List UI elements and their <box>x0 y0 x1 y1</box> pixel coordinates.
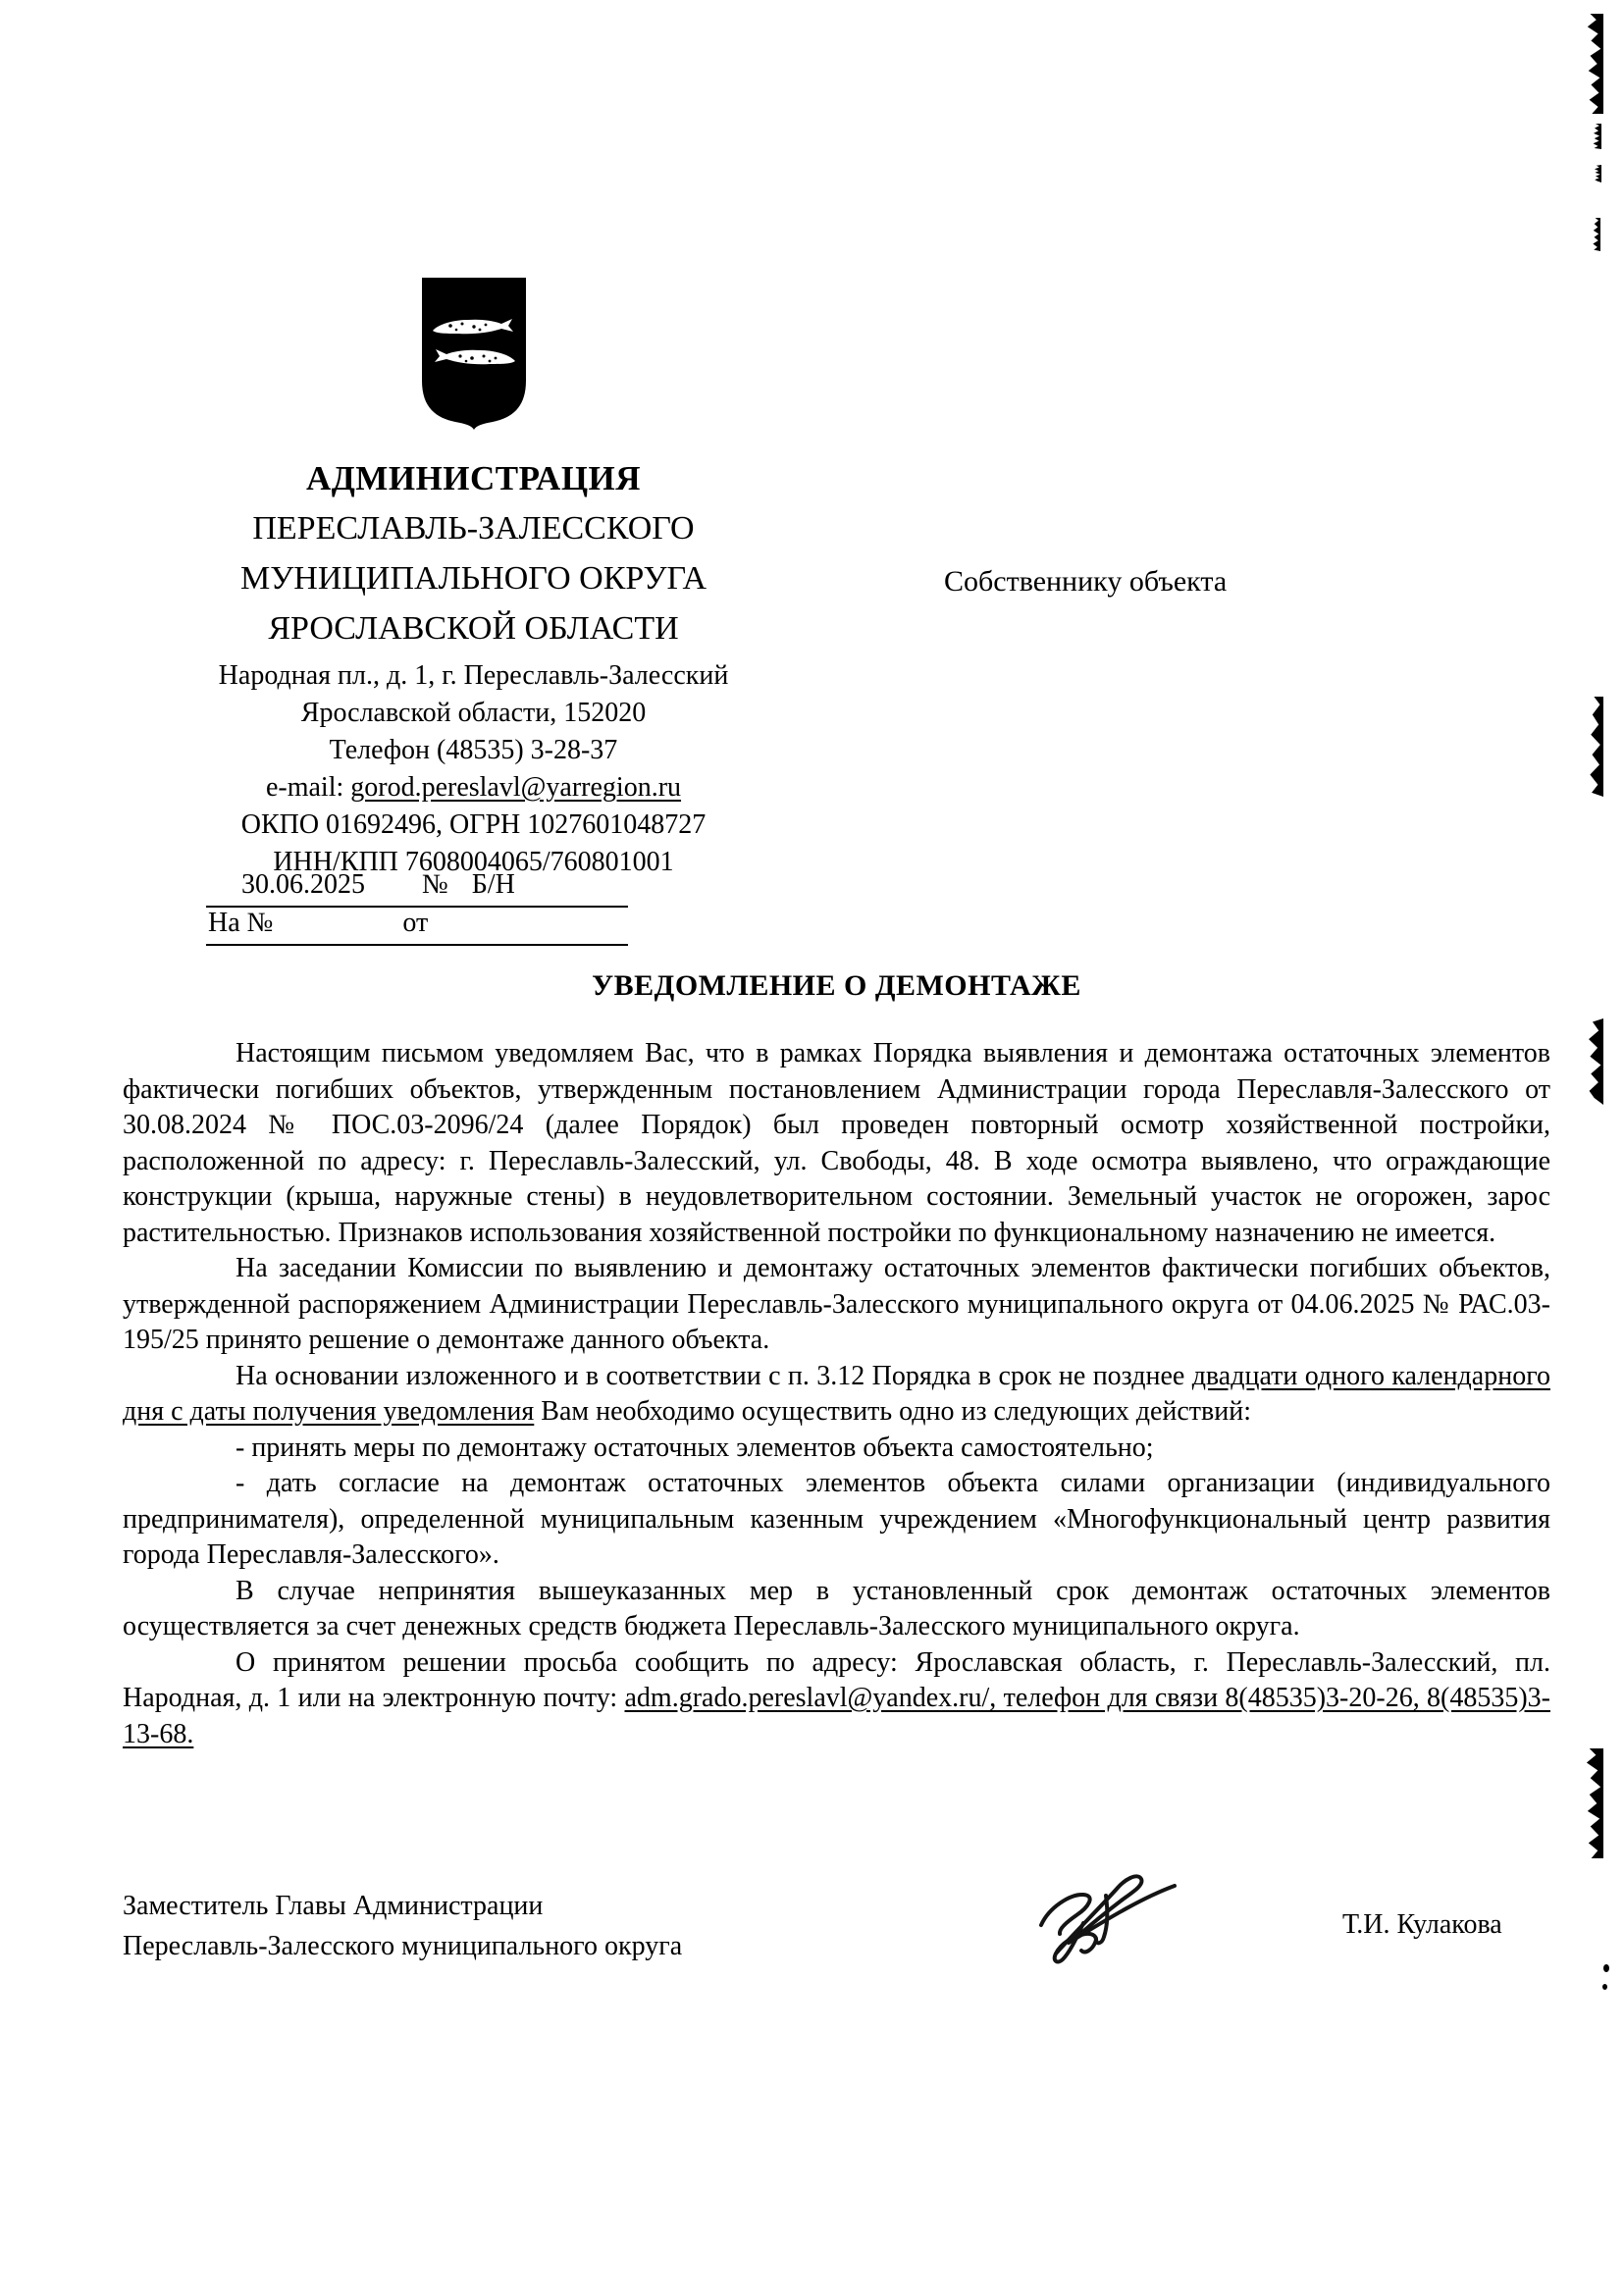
body-paragraph: На заседании Комиссии по выявлению и демонтажу остаточных элементов фактически погибших объектов, утвержденной распоряжением Администрации Переславль-Залесского муниципального округа от 04.06.2025 № РАС.03-195/25 принято решение о демонтаже данного объекта. <box>123 1253 1550 1355</box>
signer-name: Т.И. Кулакова <box>1342 1909 1502 1940</box>
signature-scribble-icon <box>1027 1864 1179 1972</box>
signer-position-line2: Переславль-Залесского муниципального округа <box>123 1931 683 1961</box>
coat-of-arms-icon <box>417 275 531 430</box>
scan-artifact <box>1592 218 1600 251</box>
scan-artifact <box>1603 1964 1609 1972</box>
scan-artifact <box>1586 14 1603 114</box>
org-name-line3: МУНИЦИПАЛЬНОГО ОКРУГА <box>239 560 707 597</box>
scan-artifact <box>1587 1018 1603 1105</box>
document-title: УВЕДОМЛЕНИЕ О ДЕМОНТАЖЕ <box>592 969 1081 1002</box>
reference-row-outgoing <box>206 869 628 908</box>
outgoing-date: 30.06.2025 <box>241 869 365 900</box>
outgoing-number: Б/Н <box>471 869 515 900</box>
org-email-line <box>147 769 800 807</box>
document-body <box>123 1036 1550 1752</box>
body-paragraph: О принятом решении просьба сообщить по адресу: Ярославская область, г. Переславль-Залесский, пл. Народная, д. 1 или на электронную почту: adm.grado.pereslavl@yandex.ru/, телефон для связи 8(48535)3-20-26, 8(48535)3-13-68. <box>123 1646 1550 1749</box>
reference-row-incoming <box>206 908 628 946</box>
org-name-line4: ЯРОСЛАВСКОЙ ОБЛАСТИ <box>268 610 679 647</box>
scan-artifact <box>1585 1748 1603 1858</box>
body-paragraph: - принять меры по демонтажу остаточных элементов объекта самостоятельно; <box>236 1432 1154 1463</box>
org-inn-kpp: ИНН/КПП 7608004065/760801001 <box>273 847 674 877</box>
org-phone: Телефон (48535) 3-28-37 <box>329 735 618 765</box>
reference-block <box>206 869 628 946</box>
signer-position-line1: Заместитель Главы Администрации <box>123 1891 544 1921</box>
number-sign: № <box>422 869 448 900</box>
org-email-label: e-mail: <box>265 772 351 803</box>
org-okpo-ogrn: ОКПО 01692496, ОГРН 1027601048727 <box>240 809 707 840</box>
scan-artifact <box>1592 124 1601 149</box>
signer-position <box>123 1886 1550 1966</box>
body-paragraph: На основании изложенного и в соответствии с п. 3.12 Порядка в срок не позднее двадцати одного календарного дня с даты получения уведомления Вам необходимо осуществить одно из следующих действий: <box>123 1360 1550 1427</box>
org-name-line1: АДМИНИСТРАЦИЯ <box>305 459 642 497</box>
signature-block <box>123 1886 1550 1966</box>
incoming-label: На № <box>208 908 274 938</box>
body-paragraph: В случае непринятия вышеуказанных мер в установленный срок демонтаж остаточных элементов осуществляется за счет денежных средств бюджета Переславль-Залесского муниципального округа. <box>123 1575 1550 1641</box>
scan-artifact <box>1588 697 1603 797</box>
body-paragraph: Настоящим письмом уведомляем Вас, что в рамках Порядка выявления и демонтажа остаточных элементов фактически погибших объектов, утвержденным постановлением Администрации города Переславля-Залесского от 30.08.2024 № ПОС.03-2096/24 (далее Порядок) был проведен повторный осмотр хозяйственной постройки, расположенной по адресу: г. Переславль-Залесский, ул. Свободы, 48. В ходе осмотра выявлено, что ограждающие конструкции (крыша, наружные стены) в неудовлетворительном состоянии. Земельный участок не огорожен, зарос растительностью. Признаков использования хозяйственной постройки по функциональному назначению не имеется. <box>123 1038 1550 1248</box>
scan-artifact <box>1602 1984 1607 1990</box>
letterhead <box>147 275 800 881</box>
org-address-line2: Ярославской области, 152020 <box>300 698 647 728</box>
org-address-line1: Народная пл., д. 1, г. Переславль-Залесский <box>218 660 729 691</box>
org-contacts <box>147 657 800 881</box>
org-email: gorod.pereslavl@yarregion.ru <box>350 772 682 803</box>
scan-artifact <box>1594 165 1601 182</box>
addressee: Собственнику объекта <box>944 565 1228 598</box>
body-paragraph: - дать согласие на демонтаж остаточных элементов объекта силами организации (индивидуального предпринимателя), определенной муниципальным казенным учреждением «Многофункциональный центр развития города Переславля-Залесского». <box>123 1468 1550 1570</box>
org-name-line2: ПЕРЕСЛАВЛЬ-ЗАЛЕССКОГО <box>252 510 695 547</box>
incoming-from-label: от <box>402 908 429 938</box>
